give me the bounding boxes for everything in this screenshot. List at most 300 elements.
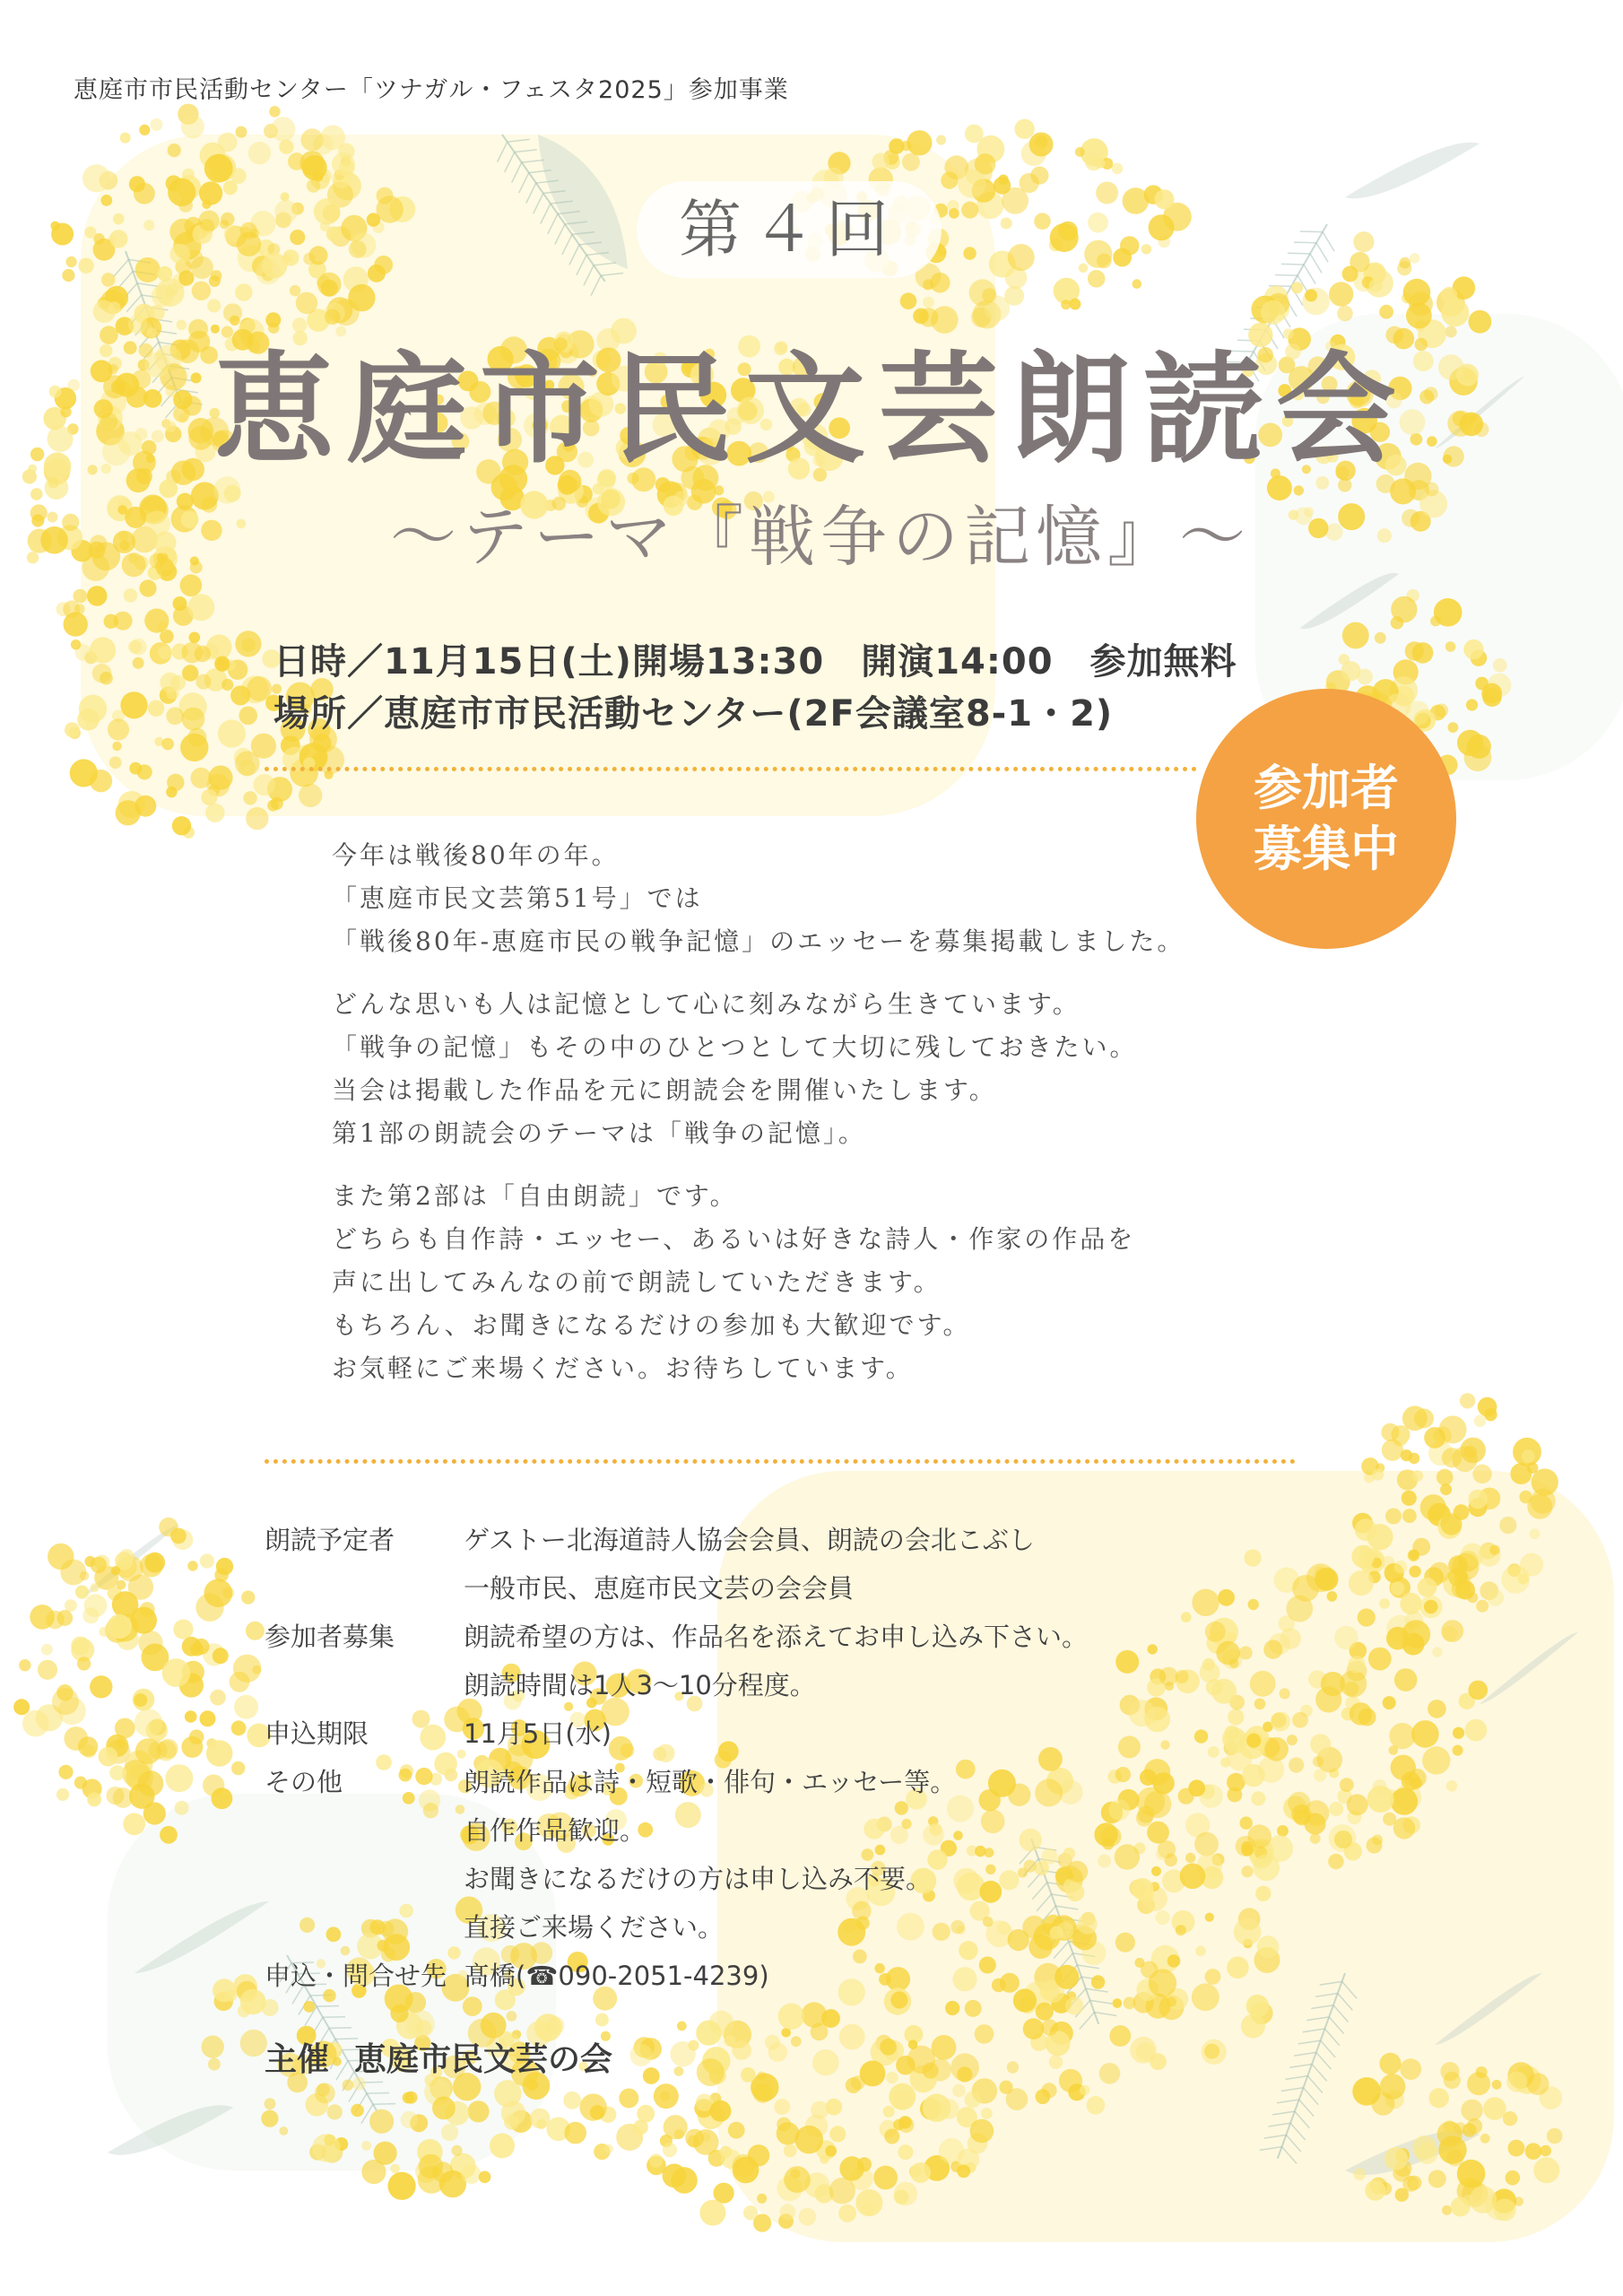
mimosa-flower [604, 2144, 613, 2153]
mimosa-flower [30, 448, 44, 461]
mimosa-flower [1527, 1462, 1539, 1474]
mimosa-flower [247, 676, 272, 701]
mimosa-flower [135, 1709, 163, 1737]
mimosa-flower [1445, 641, 1456, 652]
info-value: お聞きになるだけの方は申し込み不要。 [464, 1864, 933, 1894]
mimosa-flower [343, 2080, 354, 2092]
mimosa-flower [100, 672, 113, 685]
mimosa-flower [377, 196, 404, 222]
mimosa-flower [630, 2044, 653, 2066]
mimosa-flower [153, 532, 176, 554]
mimosa-flower [82, 553, 109, 581]
mimosa-flower [1448, 722, 1459, 733]
mimosa-flower [1155, 189, 1175, 209]
mimosa-flower [1030, 167, 1048, 185]
mimosa-flower [1334, 1626, 1358, 1649]
mimosa-flower [1402, 1620, 1430, 1648]
mimosa-flower [1080, 2085, 1089, 2095]
mimosa-flower [274, 200, 298, 223]
mimosa-flower [239, 707, 257, 726]
mimosa-flower [923, 297, 934, 309]
mimosa-flower [30, 542, 39, 552]
mimosa-flower [1432, 1647, 1442, 1657]
mimosa-flower [187, 594, 214, 621]
mimosa-flower [30, 504, 48, 521]
body-line: 「戦後80年-恵庭市民の戦争記憶」のエッセーを募集掲載しました。 [332, 926, 1185, 956]
mimosa-flower [1365, 2180, 1385, 2201]
mimosa-flower [1430, 616, 1441, 627]
mimosa-flower [13, 1699, 30, 1715]
mimosa-flower [1410, 1778, 1422, 1789]
body-line: 第1部の朗読会のテーマは「戦争の記憶」。 [332, 1118, 866, 1148]
mimosa-flower [1133, 279, 1142, 289]
mimosa-flower [969, 279, 996, 306]
mimosa-flower [56, 1610, 73, 1626]
mimosa-flower [351, 2104, 364, 2118]
mimosa-flower [261, 2110, 278, 2127]
mimosa-flower [1385, 1509, 1402, 1525]
mimosa-flower [1075, 147, 1085, 157]
body-line: また第2部は「自由朗読」です。 [332, 1181, 738, 1211]
mimosa-flower [290, 285, 300, 296]
mimosa-flower [898, 2117, 915, 2133]
mimosa-flower [1402, 1491, 1417, 1506]
mimosa-flower [1410, 253, 1420, 264]
mimosa-flower [195, 1594, 223, 1622]
mimosa-flower [1499, 1517, 1516, 1534]
mimosa-flower [327, 2104, 343, 2119]
mimosa-flower [1375, 632, 1386, 644]
mimosa-flower [151, 118, 163, 131]
mimosa-flower [1001, 218, 1012, 230]
mimosa-flower [123, 1813, 145, 1835]
mimosa-flower [757, 2072, 766, 2081]
mimosa-flower [1372, 1834, 1383, 1845]
mimosa-flower [130, 639, 146, 655]
mimosa-flower [90, 535, 108, 552]
mimosa-flower [313, 734, 332, 752]
mimosa-flower [1494, 2198, 1516, 2221]
mimosa-flower [1391, 616, 1404, 630]
mimosa-flower [22, 1710, 49, 1737]
mimosa-flower [998, 175, 1009, 186]
info-label: 申込・問合せ先 [265, 1961, 447, 1991]
mimosa-flower [1508, 2140, 1525, 2157]
mimosa-flower [1130, 2037, 1157, 2064]
event-venue: 場所／恵庭市市民活動センター(2F会議室8-1・2) [273, 693, 1114, 735]
mimosa-flower [114, 612, 133, 631]
mimosa-flower [720, 2146, 732, 2158]
mimosa-flower [317, 273, 342, 297]
mimosa-flower [958, 170, 986, 198]
mimosa-flower [1342, 622, 1369, 649]
mimosa-flower [1369, 279, 1383, 292]
mimosa-flower [49, 386, 62, 398]
mimosa-flower [192, 282, 211, 300]
mimosa-flower [82, 164, 110, 192]
mimosa-flower [1515, 2196, 1523, 2205]
mimosa-flower [1377, 528, 1392, 543]
mimosa-flower [732, 2040, 751, 2060]
mimosa-flower [1506, 2170, 1521, 2186]
mimosa-flower [200, 1553, 214, 1568]
mimosa-flower [1070, 299, 1081, 310]
mimosa-flower [461, 2164, 481, 2184]
mimosa-flower [1440, 1513, 1462, 1535]
mimosa-flower [883, 2106, 895, 2118]
mimosa-flower [1061, 300, 1071, 309]
mimosa-flower [303, 2001, 315, 2013]
mimosa-flower [1436, 1469, 1454, 1486]
mimosa-flower [240, 222, 257, 239]
mimosa-flower [1004, 286, 1024, 306]
info-values [464, 1709, 1296, 1758]
mimosa-flower [220, 220, 229, 229]
mimosa-flower [1414, 1409, 1434, 1429]
mimosa-flower [1314, 1769, 1326, 1781]
mimosa-flower [108, 301, 121, 314]
mimosa-flower [157, 266, 172, 282]
mimosa-flower [872, 152, 890, 170]
body-line: 「恵庭市民文芸第51号」では [332, 883, 703, 913]
mimosa-flower [791, 2036, 802, 2047]
mimosa-flower [696, 2021, 721, 2046]
mimosa-flower [168, 144, 181, 157]
mimosa-flower [1305, 1813, 1326, 1835]
mimosa-flower [671, 2167, 697, 2193]
mimosa-flower [374, 2142, 397, 2165]
mimosa-flower [1394, 1561, 1408, 1574]
mimosa-flower [838, 2205, 856, 2222]
info-values [464, 1952, 1296, 2000]
mimosa-flower [1525, 2143, 1542, 2160]
mimosa-flower [965, 2092, 981, 2108]
mimosa-flower [1424, 1600, 1438, 1614]
mimosa-flower [952, 2084, 966, 2098]
mimosa-flower [1347, 1794, 1368, 1815]
mimosa-flower [839, 2024, 865, 2050]
mimosa-flower [1087, 2096, 1106, 2115]
mimosa-flower [1522, 1449, 1535, 1463]
mimosa-flower [670, 2041, 695, 2066]
mimosa-flower [175, 1801, 189, 1815]
mimosa-flower [1416, 2142, 1438, 2164]
mimosa-flower [432, 2097, 456, 2120]
mimosa-flower [349, 240, 367, 258]
mimosa-flower [1448, 1555, 1467, 1574]
mimosa-flower [361, 2141, 371, 2151]
mimosa-flower [886, 2072, 898, 2083]
mimosa-flower [38, 1660, 57, 1680]
mimosa-flower [65, 722, 80, 737]
mimosa-flower [279, 2126, 288, 2135]
info-row-readers [265, 1516, 1296, 1613]
mimosa-flower [201, 789, 217, 805]
mimosa-flower [156, 558, 175, 577]
mimosa-flower [191, 768, 212, 788]
mimosa-flower [401, 2111, 418, 2128]
info-row-other [265, 1758, 1296, 1952]
mimosa-flower [290, 230, 305, 245]
mimosa-flower [846, 2077, 862, 2093]
mimosa-flower [191, 257, 213, 279]
mimosa-flower [91, 1557, 107, 1573]
mimosa-flower [902, 153, 920, 171]
mimosa-flower [256, 259, 281, 284]
mimosa-flower [1446, 2149, 1463, 2166]
mimosa-flower [199, 181, 222, 204]
mimosa-flower [923, 279, 933, 290]
mimosa-flower [209, 275, 221, 287]
mimosa-flower [780, 2204, 796, 2220]
mimosa-flower [138, 1631, 162, 1655]
mimosa-flower [84, 227, 96, 239]
mimosa-flower [733, 2157, 759, 2184]
body-line: お気軽にご来場ください。お待ちしています。 [332, 1353, 914, 1383]
mimosa-flower [1437, 2121, 1462, 2146]
mimosa-flower [743, 2205, 758, 2220]
mimosa-flower [133, 657, 144, 669]
mimosa-flower [109, 1765, 125, 1780]
mimosa-flower [894, 2182, 917, 2205]
mimosa-flower [185, 1710, 197, 1723]
mimosa-flower [301, 128, 324, 151]
mimosa-flower [1410, 1566, 1421, 1578]
mimosa-flower [664, 2115, 688, 2139]
mimosa-flower [62, 514, 79, 531]
mimosa-flower [312, 2134, 341, 2162]
mimosa-flower [880, 2039, 897, 2056]
mimosa-flower [1440, 1483, 1452, 1495]
info-row-recruitment [265, 1613, 1296, 1709]
mimosa-flower [1400, 1593, 1421, 1614]
mimosa-flower [873, 2166, 898, 2190]
mimosa-flower [1478, 1397, 1497, 1417]
mimosa-flower [1402, 509, 1419, 527]
mimosa-flower [265, 2098, 276, 2109]
mimosa-flower [1096, 182, 1118, 204]
mimosa-flower [1466, 699, 1478, 710]
mimosa-flower [923, 2094, 950, 2122]
mimosa-flower [405, 2092, 418, 2104]
mimosa-flower [936, 135, 946, 145]
mimosa-flower [1467, 735, 1491, 759]
mimosa-flower [269, 106, 281, 117]
mimosa-flower [1533, 2157, 1559, 2183]
mimosa-flower [1310, 1833, 1321, 1844]
mimosa-flower [1467, 2072, 1490, 2095]
mimosa-flower [218, 720, 246, 748]
mimosa-flower [900, 292, 917, 309]
mimosa-flower [1349, 1570, 1374, 1596]
mimosa-flower [674, 2066, 684, 2076]
mimosa-flower [884, 2129, 899, 2144]
mimosa-flower [765, 2035, 780, 2050]
mimosa-flower [112, 742, 121, 751]
mimosa-flower [1422, 1746, 1450, 1774]
mimosa-flower [579, 2093, 606, 2120]
body-paragraph [332, 1175, 1318, 1390]
mimosa-flower [965, 2000, 982, 2017]
mimosa-flower [214, 657, 230, 672]
mimosa-flower [1328, 1854, 1343, 1869]
mimosa-flower [134, 1693, 147, 1707]
mimosa-flower [116, 800, 141, 825]
page-title: 恵庭市民文芸朗読会 [213, 338, 1409, 480]
mimosa-flower [100, 195, 112, 206]
mimosa-flower [1411, 1720, 1439, 1748]
mimosa-flower [799, 2208, 817, 2226]
mimosa-flower [1446, 1780, 1458, 1792]
mimosa-flower [1395, 2188, 1409, 2202]
mimosa-flower [784, 2166, 811, 2193]
mimosa-flower [27, 552, 39, 563]
mimosa-flower [961, 202, 978, 219]
mimosa-flower [1023, 2018, 1045, 2039]
mimosa-flower [451, 2145, 462, 2156]
mimosa-flower [180, 734, 208, 761]
mimosa-flower [970, 2119, 994, 2144]
mimosa-flower [1329, 282, 1353, 306]
mimosa-flower [120, 691, 147, 718]
mimosa-flower [1487, 1589, 1504, 1606]
mimosa-flower [923, 2063, 939, 2079]
mimosa-flower [315, 2083, 335, 2104]
mimosa-flower [125, 507, 146, 528]
mimosa-flower [64, 612, 88, 636]
mimosa-flower [241, 1590, 255, 1604]
mimosa-flower [1469, 1681, 1488, 1700]
mimosa-flower [1547, 2128, 1563, 2144]
mimosa-flower [139, 579, 156, 596]
mimosa-flower [1113, 248, 1132, 267]
mimosa-flower [820, 2154, 829, 2163]
mimosa-flower [1334, 1831, 1352, 1848]
body-line: 「戦争の記憶」もその中のひとつとして大切に残しておきたい。 [332, 1032, 1138, 1062]
mimosa-flower [467, 2100, 489, 2122]
mimosa-flower [58, 1765, 73, 1779]
mimosa-flower [1440, 2062, 1459, 2081]
mimosa-flower [1451, 2197, 1471, 2217]
mimosa-flower [812, 2049, 838, 2075]
mimosa-flower [1481, 683, 1502, 704]
body-line: 声に出してみんなの前で朗読していただきます。 [332, 1267, 942, 1297]
mimosa-flower [236, 126, 247, 138]
mimosa-flower [90, 637, 116, 663]
mimosa-flower [369, 2109, 394, 2134]
mimosa-flower [48, 426, 74, 452]
mimosa-flower [314, 198, 340, 224]
mimosa-flower [1310, 1734, 1331, 1754]
mimosa-flower [1463, 639, 1483, 659]
mimosa-flower [190, 1642, 204, 1656]
mimosa-flower [177, 493, 194, 510]
mimosa-flower [564, 2122, 586, 2144]
mimosa-flower [1358, 1608, 1376, 1626]
mimosa-flower [122, 552, 146, 577]
mimosa-flower [221, 679, 233, 691]
mimosa-flower [140, 1554, 163, 1578]
body-line: 当会は掲載した作品を元に朗読会を開催いたします。 [332, 1075, 997, 1105]
mimosa-flower [235, 283, 252, 300]
mimosa-flower [1400, 2058, 1421, 2080]
mimosa-flower [390, 2164, 399, 2173]
mimosa-flower [182, 708, 205, 731]
mimosa-flower [206, 1740, 233, 1767]
mimosa-flower [19, 1659, 30, 1671]
info-label: 朗読予定者 [265, 1525, 395, 1555]
mimosa-flower [893, 2090, 913, 2109]
info-label: 申込期限 [265, 1718, 369, 1749]
mimosa-flower [28, 465, 37, 474]
mimosa-flower [1340, 1778, 1354, 1792]
mimosa-flower [87, 1793, 101, 1807]
mimosa-flower [507, 2011, 517, 2022]
mimosa-flower [210, 1690, 226, 1706]
organizer [265, 2034, 612, 2080]
mimosa-flower [1399, 257, 1410, 269]
info-values [464, 1613, 1296, 1709]
mimosa-flower [170, 1528, 187, 1544]
mimosa-flower [699, 2200, 725, 2226]
mimosa-flower [419, 2154, 443, 2179]
mimosa-flower [1469, 1490, 1488, 1509]
mimosa-flower [138, 1770, 164, 1796]
mimosa-flower [1412, 1470, 1424, 1482]
mimosa-flower [56, 1788, 69, 1801]
mimosa-flower [839, 2156, 864, 2180]
mimosa-flower [173, 1620, 193, 1639]
mimosa-flower [1340, 1670, 1367, 1697]
mimosa-flower [1441, 287, 1457, 303]
mimosa-flower [1380, 2074, 1406, 2100]
mimosa-flower [1050, 223, 1079, 252]
mimosa-flower [825, 2145, 837, 2157]
info-value: 朗読時間は1人3～10分程度。 [464, 1670, 816, 1700]
mimosa-flower [201, 497, 217, 513]
mimosa-flower [1430, 1511, 1440, 1521]
contact-phone: 髙橋(☎090-2051-4239) [464, 1961, 769, 1991]
mimosa-flower [1382, 1439, 1403, 1461]
mimosa-flower [1085, 153, 1102, 170]
mimosa-flower [70, 759, 98, 787]
mimosa-flower [685, 2129, 704, 2148]
mimosa-flower [1503, 2111, 1517, 2126]
mimosa-flower [75, 1586, 89, 1599]
mimosa-flower [1042, 2083, 1057, 2098]
mimosa-flower [829, 2178, 855, 2204]
mimosa-flower [1292, 1575, 1319, 1602]
mimosa-flower [71, 639, 81, 649]
mimosa-flower [240, 1989, 266, 2015]
edition-label: 第４回 [637, 181, 942, 278]
mimosa-flower [1141, 244, 1151, 254]
mimosa-flower [1014, 119, 1034, 139]
mimosa-flower [190, 561, 203, 574]
mimosa-flower [152, 285, 173, 307]
mimosa-flower [113, 213, 125, 225]
mimosa-flower [1405, 641, 1424, 660]
body-line: 今年は戦後80年の年。 [332, 840, 620, 870]
mimosa-flower [778, 2004, 804, 2030]
theme-subtitle: ～テーマ『戦争の記憶』～ [390, 499, 1251, 576]
mimosa-flower [254, 774, 275, 796]
mimosa-flower [143, 220, 154, 230]
mimosa-flower [48, 512, 58, 523]
mimosa-flower [109, 230, 127, 248]
mimosa-flower [1442, 2205, 1452, 2215]
mimosa-flower [1049, 2055, 1063, 2069]
